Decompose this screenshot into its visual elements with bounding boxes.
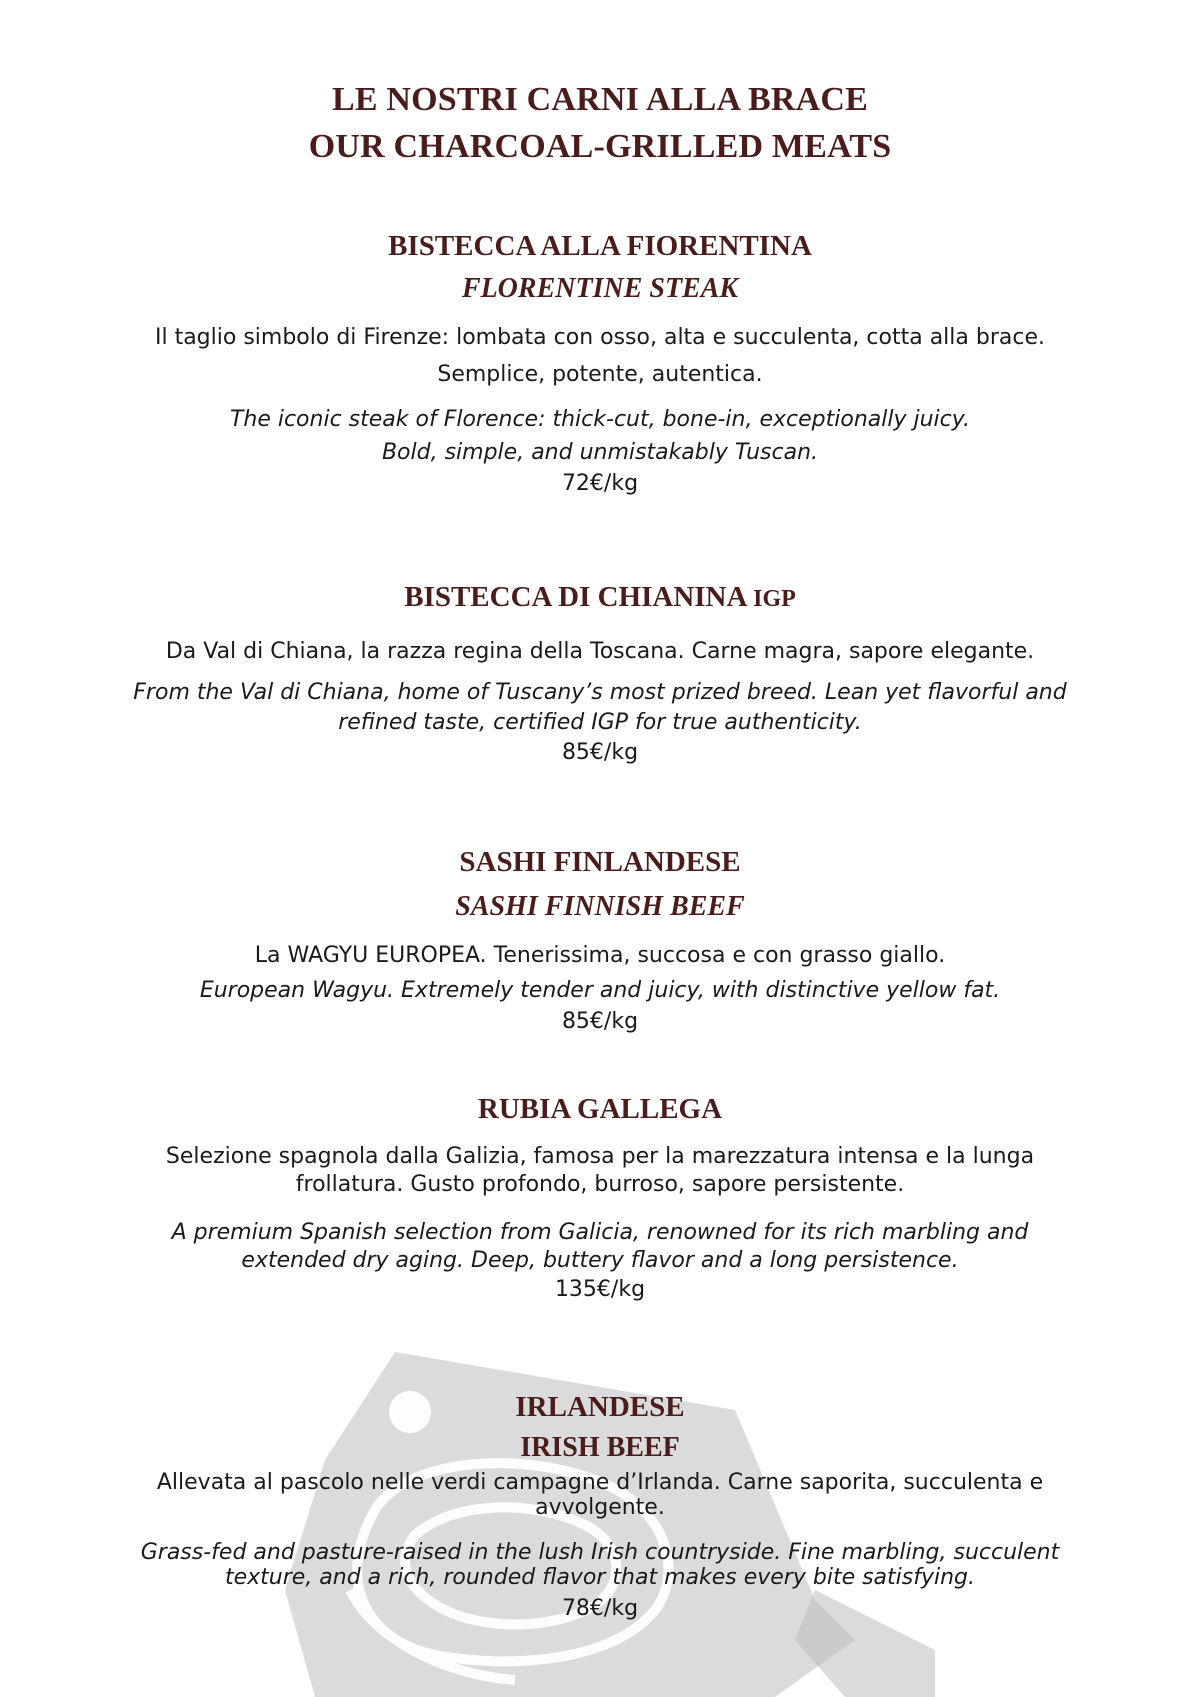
menu-item-rubia-gallega bbox=[0, 1087, 1200, 1305]
item-name: RUBIA GALLEGA bbox=[477, 1093, 723, 1125]
item-name-english: IRISH BEEF bbox=[520, 1432, 680, 1463]
item-price: 85€/kg bbox=[561, 1009, 639, 1034]
item-name-suffix: IGP bbox=[753, 586, 796, 612]
item-name-english: FLORENTINE STEAK bbox=[461, 273, 739, 304]
menu-item-chianina bbox=[0, 575, 1200, 768]
item-price: 85€/kg bbox=[561, 740, 639, 765]
item-description-italian: Allevata al pascolo nelle verdi campagne d’Irlanda. Carne saporita, succulenta e avvolgente. bbox=[156, 1470, 1044, 1520]
item-name: IRLANDESE bbox=[515, 1391, 685, 1423]
item-description-english: A premium Spanish selection from Galicia, renowned for its rich marbling and extended dry aging. Deep, buttery flavor and a long persistence. bbox=[171, 1220, 1029, 1273]
item-price: 72€/kg bbox=[561, 471, 639, 496]
page-title-italian: LE NOSTRI CARNI ALLA BRACE bbox=[331, 81, 869, 118]
item-description-italian: Da Val di Chiana, la razza regina della Toscana. Carne magra, sapore elegante. bbox=[165, 639, 1035, 664]
page-title-english: OUR CHARCOAL-GRILLED MEATS bbox=[308, 128, 892, 165]
item-price: 78€/kg bbox=[561, 1596, 639, 1621]
item-name-english: SASHI FINNISH BEEF bbox=[455, 891, 745, 922]
item-price: 135€/kg bbox=[554, 1277, 646, 1302]
menu-item-fiorentina bbox=[0, 224, 1200, 499]
item-description-italian: Selezione spagnola dalla Galizia, famosa per la marezzatura intensa e la lunga frollatura. Gusto profondo, burroso, sapore persistente. bbox=[165, 1144, 1035, 1197]
page-title bbox=[0, 76, 1200, 170]
item-description-italian: La WAGYU EUROPEA. Tenerissima, succosa e con grasso giallo. bbox=[254, 943, 946, 968]
item-description-italian: Il taglio simbolo di Firenze: lombata con osso, alta e succulenta, cotta alla brace. Semplice, potente, autentica. bbox=[154, 325, 1045, 387]
item-name: BISTECCA DI CHIANINA IGP bbox=[404, 581, 796, 613]
item-description-english: From the Val di Chiana, home of Tuscany’s most prized breed. Lean yet flavorful and refined taste, certified IGP for true authenticity. bbox=[133, 680, 1067, 735]
item-description-english: The iconic steak of Florence: thick-cut, bone-in, exceptionally juicy. Bold, simple, and unmistakably Tuscan. bbox=[229, 407, 971, 465]
menu-item-sashi bbox=[0, 840, 1200, 1037]
item-name: BISTECCA ALLA FIORENTINA bbox=[388, 230, 812, 262]
menu-item-irlandese bbox=[0, 1385, 1200, 1624]
item-description-english: European Wagyu. Extremely tender and juicy, with distinctive yellow fat. bbox=[199, 978, 1001, 1003]
item-description-english: Grass-fed and pasture-raised in the lush Irish countryside. Fine marbling, succulent texture, and a rich, rounded flavor that makes every bite satisfying. bbox=[140, 1540, 1060, 1590]
item-name: SASHI FINLANDESE bbox=[459, 846, 741, 878]
